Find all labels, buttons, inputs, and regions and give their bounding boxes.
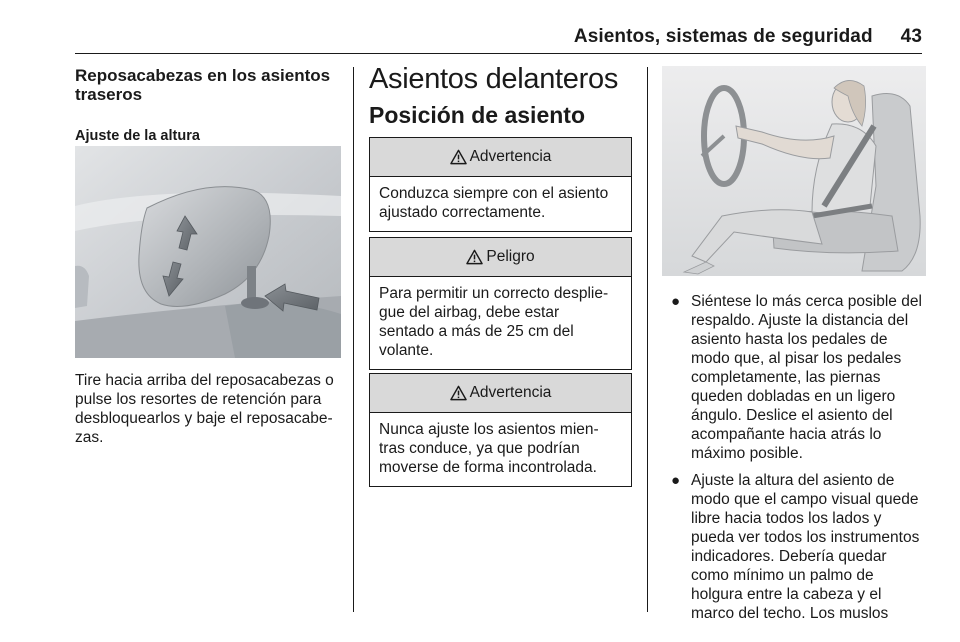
seated-driver-illustration xyxy=(662,66,926,276)
warning-box-1 xyxy=(369,137,632,232)
box-title-text: Advertencia xyxy=(469,384,552,401)
warning-triangle-icon xyxy=(450,149,467,165)
warning-box-title xyxy=(370,374,631,413)
text-line: pulse los resortes de retención para xyxy=(75,391,322,408)
column-divider-left xyxy=(353,67,354,612)
list-item xyxy=(662,471,930,623)
box-title-text: Advertencia xyxy=(469,148,552,165)
text-line: acompañante hacia atrás lo xyxy=(691,426,882,443)
seating-instructions-list xyxy=(662,292,930,631)
text-line: sentado a más de 25 cm del xyxy=(379,323,574,340)
headrest-instructions xyxy=(75,371,343,447)
left-column xyxy=(75,66,341,446)
text-line: pueda ver todos los instrumentos xyxy=(691,529,920,546)
page-header xyxy=(75,26,922,52)
text-line: Conduzca siempre con el asiento xyxy=(379,185,609,202)
warning-box-title xyxy=(370,138,631,177)
text-line: queden dobladas en un ligero xyxy=(691,388,896,405)
header-title: Asientos, sistemas de seguridad xyxy=(573,26,873,47)
text-line: Para permitir un correcto desplie- xyxy=(379,285,609,302)
text-line: Ajuste la altura del asiento de xyxy=(691,472,895,489)
column-divider-right xyxy=(647,67,648,612)
rear-headrest-heading: Reposacabezas en los asientos traseros xyxy=(75,66,331,104)
text-line: holgura entre la cabeza y el xyxy=(691,586,882,603)
text-line: Tire hacia arriba del reposacabezas o xyxy=(75,372,334,389)
danger-box xyxy=(369,237,632,370)
seat-position-heading: Posición de asiento xyxy=(369,102,585,128)
text-line: Siéntese lo más cerca posible del xyxy=(691,293,922,310)
text-line: gue del airbag, debe estar xyxy=(379,304,560,321)
text-line: indicadores. Debería quedar xyxy=(691,548,887,565)
danger-box-body xyxy=(370,277,631,369)
list-item xyxy=(662,292,930,463)
text-line: completamente, las piernas xyxy=(691,369,881,386)
text-line: moverse de forma incontrolada. xyxy=(379,459,597,476)
box-title-text: Peligro xyxy=(486,248,535,265)
warning-box-2 xyxy=(369,373,632,487)
text-line: asiento hasta los pedales de xyxy=(691,331,888,348)
text-line: respaldo. Ajuste la distancia del xyxy=(691,312,909,329)
text-line: zas. xyxy=(75,429,104,446)
text-line: marco del techo. Los muslos xyxy=(691,605,889,622)
warning-triangle-icon xyxy=(466,249,483,265)
warning-box-body xyxy=(370,413,631,486)
bullet-icon: ● xyxy=(671,293,681,310)
text-line: ajustado correctamente. xyxy=(379,204,546,221)
text-line: volante. xyxy=(379,342,434,359)
height-adjust-heading: Ajuste de la altura xyxy=(75,128,200,144)
text-line: Nunca ajuste los asientos mien- xyxy=(379,421,599,438)
front-seats-heading: Asientos delanteros xyxy=(369,63,619,95)
text-line: modo que, al pisar los pedales xyxy=(691,350,902,367)
header-rule xyxy=(75,53,922,54)
text-line: como mínimo un palmo de xyxy=(691,567,874,584)
text-line: ángulo. Deslice el asiento del xyxy=(691,407,893,424)
middle-column xyxy=(369,62,632,476)
text-line: tras conduce, ya que podrían xyxy=(379,440,580,457)
text-line: modo que el campo visual quede xyxy=(691,491,919,508)
headrest-photo xyxy=(75,146,341,358)
bullet-icon: ● xyxy=(671,472,681,489)
text-line: máximo posible. xyxy=(691,445,803,462)
text-line: desbloquearlos y baje el reposacabe- xyxy=(75,410,333,427)
danger-box-title xyxy=(370,238,631,277)
text-line: libre hacia todos los lados y xyxy=(691,510,882,527)
warning-box-body xyxy=(370,177,631,231)
page-number: 43 xyxy=(900,26,922,47)
warning-triangle-icon xyxy=(450,385,467,401)
